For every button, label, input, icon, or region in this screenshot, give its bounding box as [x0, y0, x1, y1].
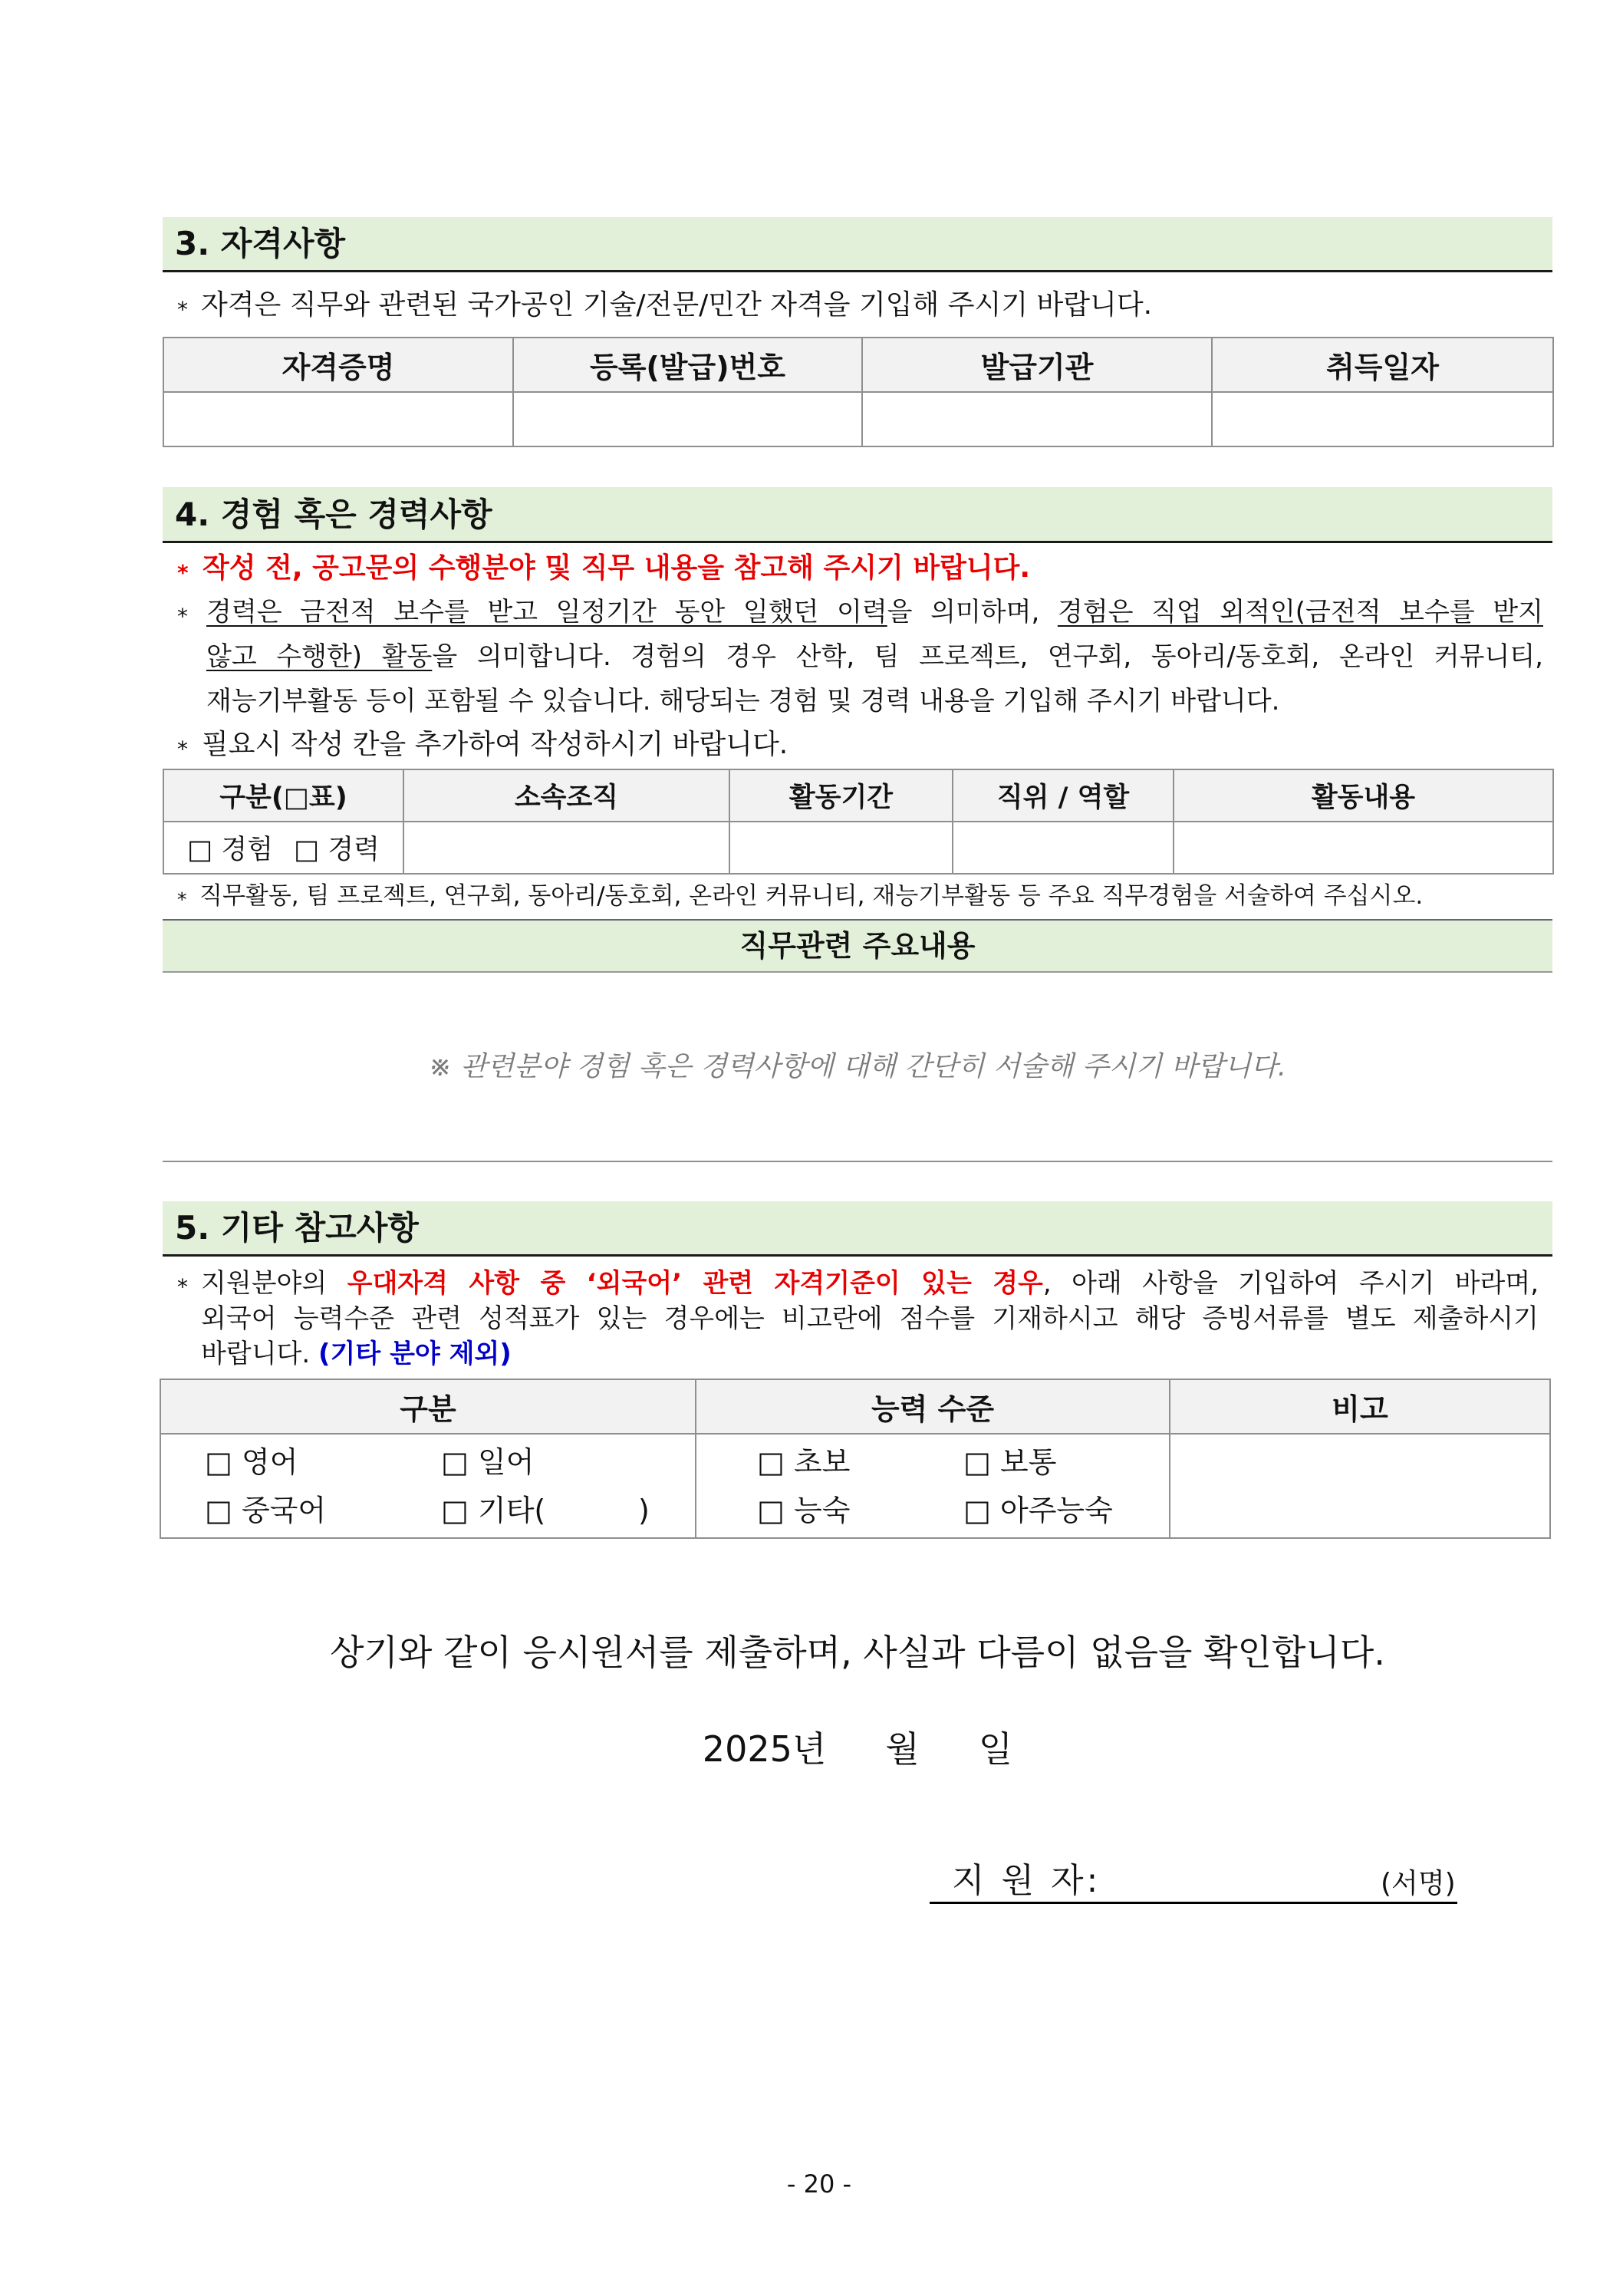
note-text: 필요시 작성 칸을 추가하여 작성하시기 바랍니다.	[202, 729, 788, 760]
checkbox-beginner[interactable]: □	[757, 1445, 785, 1479]
declaration-statement: 상기와 같이 응시원서를 제출하며, 사실과 다름이 없음을 확인합니다.	[330, 1632, 1385, 1673]
section5-header	[163, 1201, 1552, 1257]
experience-table	[163, 769, 1554, 875]
option-advanced[interactable]	[757, 1487, 850, 1535]
position-role-cell[interactable]	[953, 822, 1174, 874]
language-table	[160, 1379, 1551, 1539]
option-label-advanced: 능숙	[794, 1494, 851, 1527]
column-header-remarks: 비고	[1170, 1379, 1550, 1434]
emphasis-text-blue: (기타 분야 제외)	[318, 1339, 512, 1369]
option-beginner[interactable]	[757, 1438, 850, 1487]
section-divider	[163, 1161, 1552, 1162]
period-cell[interactable]	[729, 822, 953, 874]
description-text: 지원분야의	[201, 1268, 347, 1299]
option-label-beginner: 초보	[794, 1445, 851, 1479]
section3-title: 3. 자격사항	[175, 225, 346, 262]
description-text: 을 의미합니다. 경험의 경우 산학, 팀 프로젝트, 연구회, 동아리/동호회, 온라인 커뮤니티,	[432, 641, 1543, 672]
experience-definition-text: 않고 수행한) 활동	[206, 641, 433, 672]
checkbox-other[interactable]: □	[441, 1494, 469, 1527]
note-bullet: *	[177, 297, 188, 322]
option-label-intermediate: 보통	[1000, 1445, 1057, 1479]
certificate-table	[163, 337, 1554, 447]
column-header-type: 구분(□표)	[163, 769, 403, 822]
option-label-english: 영어	[242, 1445, 298, 1479]
signature-label: (서명)	[1381, 1868, 1456, 1899]
checkbox-fluent[interactable]: □	[963, 1494, 991, 1527]
section5-title: 5. 기타 참고사항	[175, 1209, 419, 1247]
description-text: , 아래 사항을 기입하여 주시기 바라며,	[1042, 1268, 1539, 1299]
career-definition-text: 경력은 금전적 보수를 받고 일정기간 동안 일했던 이력	[206, 597, 887, 628]
note-text: 직무활동, 팀 프로젝트, 연구회, 동아리/동호회, 온라인 커뮤니티, 재능기부활동 등 주요 직무경험을 서술하여 주십시오.	[199, 882, 1424, 910]
section4-title: 4. 경험 혹은 경력사항	[175, 496, 492, 533]
section5-description	[163, 1266, 1552, 1372]
option-other[interactable]	[441, 1487, 650, 1535]
table-row	[160, 1434, 1550, 1538]
checkbox-chinese[interactable]: □	[205, 1494, 232, 1527]
declaration-date	[163, 1728, 1552, 1770]
applicant-label: 지 원 자:	[952, 1861, 1101, 1900]
date-month: 월	[885, 1728, 920, 1770]
section4-warning	[163, 551, 1552, 586]
description-bullet: *	[177, 604, 188, 629]
option-intermediate[interactable]	[963, 1438, 1056, 1487]
option-label-chinese: 중국어	[242, 1494, 327, 1527]
table-row	[163, 392, 1553, 446]
date-day: 일	[978, 1728, 1013, 1770]
column-header-category: 구분	[160, 1379, 696, 1434]
description-line	[201, 1301, 1539, 1336]
checkbox-advanced[interactable]: □	[757, 1494, 785, 1527]
issuing-agency-cell[interactable]	[862, 392, 1212, 446]
description-text: 외국어 능력수준 관련 성적표가 있는 경우에는 비고란에 점수를 기재하시고 해당 증빙서류를 별도 제출하시기	[201, 1303, 1539, 1334]
language-options-cell	[160, 1434, 696, 1538]
column-header-issuing-agency: 발급기관	[862, 338, 1212, 392]
note-text: 자격은 직무와 관련된 국가공인 기술/전문/민간 자격을 기입해 주시기 바랍니다.	[201, 289, 1153, 321]
experience-definition-text: 경험은 직업 외적인(금전적 보수를 받지	[1057, 597, 1543, 628]
table-header-row	[160, 1379, 1550, 1434]
column-header-details: 활동내용	[1174, 769, 1553, 822]
option-label-fluent: 아주능숙	[1000, 1494, 1113, 1527]
key-content-placeholder[interactable]: ※ 관련분야 경험 혹은 경력사항에 대해 간단히 서술해 주시기 바랍니다.	[428, 1051, 1287, 1082]
section3-header	[163, 217, 1552, 272]
table-row	[163, 822, 1553, 874]
remarks-cell[interactable]	[1170, 1434, 1550, 1538]
section3-note	[163, 288, 1552, 323]
option-english[interactable]	[205, 1438, 298, 1487]
column-header-registration-number: 등록(발급)번호	[513, 338, 862, 392]
checkbox-intermediate[interactable]: □	[963, 1445, 991, 1479]
remarks-field[interactable]	[1170, 1435, 1549, 1537]
proficiency-options-cell	[696, 1434, 1170, 1538]
page-number: - 20 -	[786, 2169, 852, 2199]
option-japanese[interactable]	[441, 1438, 534, 1487]
description-bullet: *	[177, 1274, 188, 1300]
description-lines	[206, 590, 1543, 723]
column-header-acquisition-date: 취득일자	[1212, 338, 1553, 392]
emphasis-text-red: 우대자격 사항 중 ‘외국어’ 관련 자격기준이 있는 경우	[347, 1268, 1043, 1299]
warning-bullet: *	[177, 560, 189, 585]
checkbox-english[interactable]: □	[205, 1445, 232, 1479]
key-content-header	[163, 919, 1552, 973]
certificate-name-cell[interactable]	[163, 392, 513, 446]
description-text: 바랍니다.	[201, 1339, 318, 1369]
warning-text: 작성 전, 공고문의 수행분야 및 직무 내용을 참고해 주시기 바랍니다.	[202, 552, 1031, 584]
option-label-career: 경력	[328, 835, 380, 865]
date-year: 2025년	[702, 1728, 827, 1770]
organization-cell[interactable]	[403, 822, 729, 874]
language-options	[161, 1435, 695, 1537]
column-header-certificate-name: 자격증명	[163, 338, 513, 392]
key-content-title: 직무관련 주요내용	[739, 929, 976, 963]
section4-table-note	[163, 880, 1552, 912]
section4-add-note	[163, 727, 1552, 763]
type-cell	[163, 822, 403, 874]
description-line	[201, 1336, 1539, 1372]
signature-line[interactable]	[930, 1860, 1457, 1904]
acquisition-date-cell[interactable]	[1212, 392, 1553, 446]
description-line	[206, 590, 1543, 634]
note-bullet: *	[177, 888, 187, 911]
option-chinese[interactable]	[205, 1487, 326, 1535]
details-cell[interactable]	[1174, 822, 1553, 874]
description-line	[206, 634, 1543, 679]
checkbox-experience[interactable]: □	[187, 835, 213, 865]
option-label-japanese: 일어	[478, 1445, 535, 1479]
column-header-proficiency: 능력 수준	[696, 1379, 1170, 1434]
description-line	[206, 679, 1543, 723]
registration-number-cell[interactable]	[513, 392, 862, 446]
checkbox-japanese[interactable]: □	[441, 1445, 469, 1479]
table-header-row	[163, 338, 1553, 392]
option-label-other: 기타( )	[478, 1494, 650, 1527]
description-text: 을 의미하며,	[887, 597, 1058, 628]
description-line	[201, 1266, 1539, 1301]
column-header-organization: 소속조직	[403, 769, 729, 822]
column-header-position-role: 직위 / 역할	[953, 769, 1174, 822]
table-header-row	[163, 769, 1553, 822]
proficiency-options	[696, 1435, 1169, 1537]
note-bullet: *	[177, 736, 188, 762]
option-label-experience: 경험	[221, 835, 273, 865]
section4-header	[163, 487, 1552, 543]
description-lines	[201, 1266, 1539, 1372]
description-text: 재능기부활동 등이 포함될 수 있습니다. 해당되는 경험 및 경력 내용을 기입해 주시기 바랍니다.	[206, 686, 1280, 716]
column-header-period: 활동기간	[729, 769, 953, 822]
section4-description	[163, 590, 1552, 723]
checkbox-career[interactable]: □	[294, 835, 320, 865]
option-fluent[interactable]	[963, 1487, 1113, 1535]
